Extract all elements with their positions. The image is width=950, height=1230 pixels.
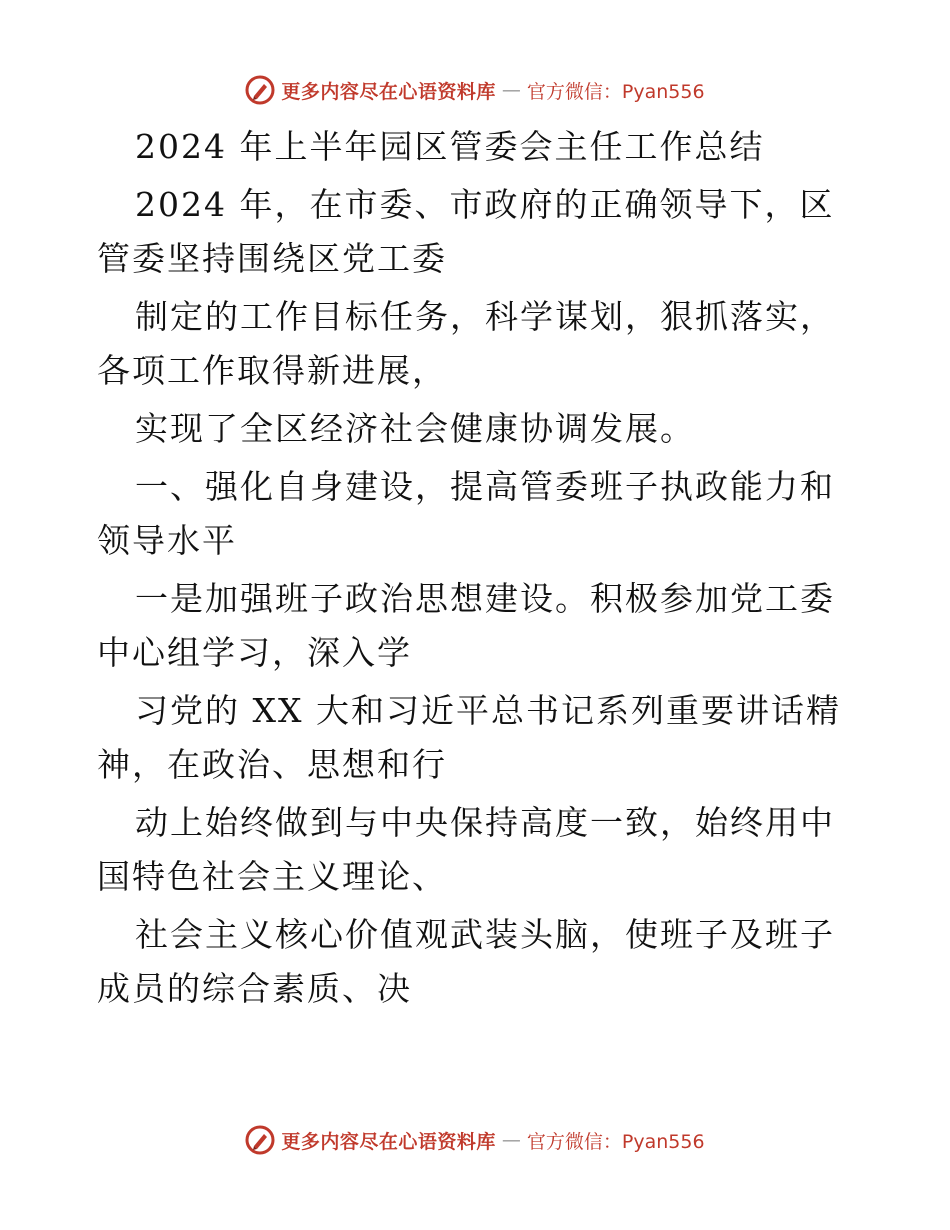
footer-banner xyxy=(0,1120,950,1160)
paragraph: 动上始终做到与中央保持高度一致，始终用中国特色社会主义理论、 xyxy=(97,803,835,896)
pen-logo-icon xyxy=(245,1125,275,1155)
banner-contact: 官方微信：Pyan556 xyxy=(526,80,705,103)
paragraph: 一是加强班子政治思想建设。积极参加党工委中心组学习，深入学 xyxy=(97,579,835,672)
document-title: 2024 年上半年园区管委会主任工作总结 xyxy=(135,127,765,166)
pen-logo-icon xyxy=(245,75,275,105)
paragraph: 制定的工作目标任务，科学谋划，狠抓落实，各项工作取得新进展， xyxy=(97,297,835,390)
banner-separator: — xyxy=(501,1129,521,1151)
banner-text: 更多内容尽在心语资料库 xyxy=(281,1130,496,1153)
paragraph: 习党的 XX 大和习近平总书记系列重要讲话精神，在政治、思想和行 xyxy=(97,691,841,784)
document-body xyxy=(97,120,857,1020)
banner-text: 更多内容尽在心语资料库 xyxy=(281,80,496,103)
paragraph: 实现了全区经济社会健康协调发展。 xyxy=(135,409,695,448)
header-banner xyxy=(0,70,950,110)
paragraph: 2024 年，在市委、市政府的正确领导下，区管委坚持围绕区党工委 xyxy=(97,185,835,278)
paragraph: 社会主义核心价值观武装头脑，使班子及班子成员的综合素质、决 xyxy=(97,915,835,1008)
banner-contact: 官方微信：Pyan556 xyxy=(526,1130,705,1153)
banner-separator: — xyxy=(501,79,521,101)
section-heading: 一、强化自身建设，提高管委班子执政能力和领导水平 xyxy=(97,467,835,560)
